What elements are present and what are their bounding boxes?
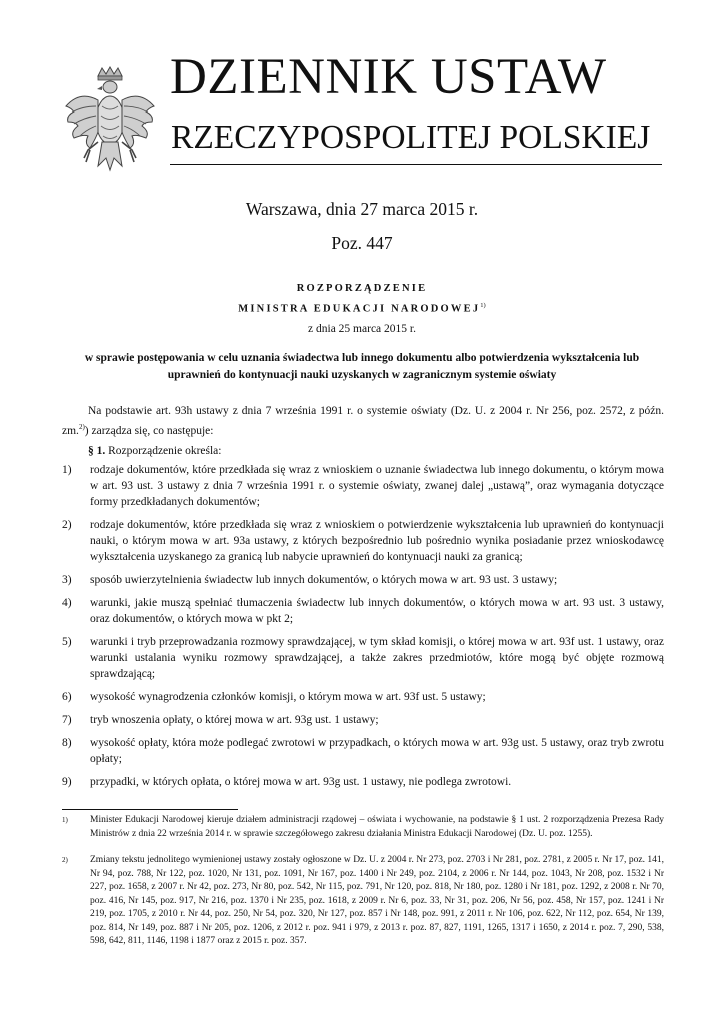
footnote-number: 1) (62, 816, 68, 824)
list-item (62, 774, 664, 790)
list-item-number: 3) (62, 574, 72, 586)
list-item (62, 572, 664, 588)
intro-text-end: ) zarządza się, co następuje: (84, 424, 214, 437)
footnote-number: 2) (62, 856, 68, 864)
list-item-number: 2) (62, 519, 72, 531)
act-date: z dnia 25 marca 2015 r. (308, 323, 416, 335)
place-and-date: Warszawa, dnia 27 marca 2015 r. (245, 199, 479, 219)
list-item-number: 5) (62, 636, 72, 648)
provisions-list (62, 462, 664, 797)
list-item-number: 6) (62, 691, 72, 703)
list-item-text: rodzaje dokumentów, które przedkłada się wraz z wnioskiem o uznanie świadectwa lub innego dokumentu, o którym mowa w art. 93 ust. 3 ustawy z dnia 7 września 1991 r. o systemie oświaty, zwanej dalej „ustawą”, oraz wymagania dotyczące formy przedkładanych dokumentów; (90, 464, 664, 508)
footnote-ref-2: 2) (78, 423, 85, 431)
act-type: ROZPORZĄDZENIE (296, 283, 428, 294)
list-item-text: tryb wnoszenia opłaty, o której mowa w art. 93g ust. 1 ustawy; (90, 714, 379, 726)
masthead-title: DZIENNIK USTAW (170, 49, 607, 105)
list-item (62, 462, 664, 510)
footnote-2 (62, 854, 664, 949)
footnote-1 (62, 814, 664, 841)
list-item-text: wysokość wynagrodzenia członków komisji, o którym mowa w art. 93f ust. 5 ustawy; (90, 691, 486, 703)
list-item-text: warunki, jakie muszą spełniać tłumaczenia świadectw lub innych dokumentów, o których mowa w art. 93 ust. 3 ustawy, oraz dokumentów, o których mowa w pkt 2; (90, 597, 664, 625)
masthead-subtitle: RZECZYPOSPOLITEJ POLSKIEJ (171, 119, 651, 156)
intro-text: Na podstawie art. 93h ustawy z dnia 7 września 1991 r. o systemie oświaty (Dz. U. z 2004 r. Nr 256, poz. 2572, z późn. zm. (62, 405, 664, 437)
list-item-number: 9) (62, 776, 72, 788)
list-item (62, 595, 664, 627)
list-item-text: przypadki, w których opłata, o której mowa w art. 93g ust. 1 ustawy, nie podlega zwrotowi. (90, 776, 512, 788)
paragraph-1-text: Rozporządzenie określa: (105, 445, 222, 457)
paragraph-1 (62, 443, 664, 459)
intro-paragraph (62, 403, 664, 439)
list-item-text: sposób uwierzytelnienia świadectw lub innych dokumentów, o których mowa w art. 93 ust. 3 ustawy; (90, 574, 558, 586)
list-item (62, 735, 664, 767)
list-item-number: 1) (62, 464, 72, 476)
footnote-separator (62, 809, 238, 810)
act-issuer (0, 302, 724, 315)
position-number: Poz. 447 (331, 233, 393, 253)
footnote-text: Minister Edukacji Narodowej kieruje działem administracji rządowej – oświata i wychowanie, na podstawie § 1 ust. 2 rozporządzenia Prezesa Rady Ministrów z dnia 22 września 2014 r. w sprawie szczegółowego zakresu działania Ministra Edukacji Narodowej (Dz. U. poz. 1255). (90, 815, 664, 839)
polish-eagle-emblem-icon (62, 66, 158, 178)
footnote-ref-1: 1) (480, 302, 486, 309)
list-item-number: 4) (62, 597, 72, 609)
list-item-text: wysokość opłaty, która może podlegać zwrotowi w przypadkach, o których mowa w art. 93g ust. 5 ustawy, oraz tryb zwrotu opłaty; (90, 737, 664, 765)
list-item-text: rodzaje dokumentów, które przedkłada się wraz z wnioskiem o potwierdzenie wykształcenia lub uprawnień do kontynuacji nauki, o którym mowa w art. 93a ustawy, z których bezpośrednio lub pośrednio wynika posiadanie przez wnioskodawcę wykształcenia uzyskanego za granicą lub nabycie uprawnień do kontynuacji nauki za granicą; (90, 519, 664, 563)
list-item (62, 712, 664, 728)
list-item-number: 7) (62, 714, 72, 726)
list-item-text: warunki i tryb przeprowadzania rozmowy sprawdzającej, w tym skład komisji, o której mowa w art. 93f ust. 1 ustawy, oraz warunki ustalania wyniku rozmowy sprawdzającej, a także zakres przedmiotów, które mogą być objęte rozmową sprawdzającą; (90, 636, 664, 680)
paragraph-1-label: § 1. (88, 445, 106, 457)
list-item-number: 8) (62, 737, 72, 749)
issuer-name: MINISTRA EDUKACJI NARODOWEJ (238, 303, 481, 315)
masthead-rule (170, 164, 662, 165)
list-item (62, 517, 664, 565)
act-subject: w sprawie postępowania w celu uznania świadectwa lub innego dokumentu albo potwierdzenia wykształcenia lub uprawnień do kontynuacji nauki uzyskanych w zagranicznym systemie oświaty (84, 352, 640, 381)
list-item (62, 689, 664, 705)
footnote-text: Zmiany tekstu jednolitego wymienionej ustawy zostały ogłoszone w Dz. U. z 2004 r. Nr 273, poz. 2703 i Nr 281, poz. 2781, z 2005 r. Nr 17, poz. 141, Nr 94, poz. 788, Nr 122, poz. 1020, Nr 131, poz. 1091, Nr 167, poz. 1400 i Nr 249, poz. 2104, z 2006 r. Nr 144, poz. 1043, Nr 208, poz. 1532 i Nr 227, poz. 1658, z 2007 r. Nr 42, poz. 273, Nr 80, poz. 542, Nr 115, poz. 791, Nr 120, poz. 818, Nr 180, poz. 1280 i Nr 181, poz. 1292, z 2008 r. Nr 70, poz. 416, Nr 145, poz. 917, Nr 216, poz. 1370 i Nr 235, poz. 1618, z 2009 r. Nr 6, poz. 33, Nr 31, poz. 206, Nr 56, poz. 458, Nr 157, poz. 1241 i Nr 219, poz. 1705, z 2010 r. Nr 44, poz. 250, Nr 54, poz. 320, Nr 127, poz. 857 i Nr 148, poz. 991, z 2011 r. Nr 106, poz. 622, Nr 112, poz. 654, Nr 139, poz. 814, Nr 149, poz. 887 i Nr 205, poz. 1206, z 2012 r. poz. 941 i 979, z 2013 r. poz. 87, 827, 1191, 1265, 1317 i 1650, z 2014 r. poz. 7, 290, 538, 598, 642, 811, 1146, 1198 i 1877 oraz z 2015 r. poz. 357. (90, 855, 664, 946)
list-item (62, 634, 664, 682)
